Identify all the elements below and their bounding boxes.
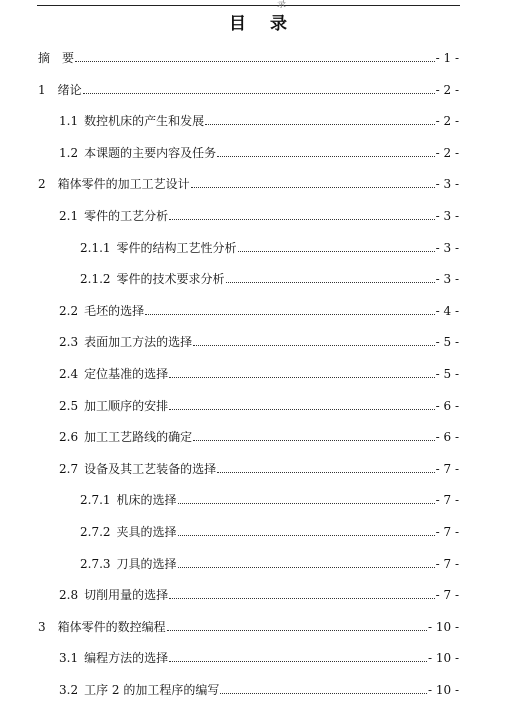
toc-entry-number: 2.2 — [59, 303, 79, 318]
toc-entry-page-number: - 3 - — [435, 272, 459, 287]
toc-entry-label: 工序 2 的加工程序的编写 — [84, 683, 220, 697]
toc-entry-page-number: - 10 - — [427, 619, 459, 634]
toc-entry-number: 3.2 — [59, 683, 79, 697]
toc-entry-number: 2.7 — [59, 461, 79, 476]
toc-dot-leader — [169, 660, 427, 662]
toc-entry[interactable] — [59, 459, 459, 477]
toc-entry-number: 2.7.2 — [80, 525, 111, 539]
toc-entry-label: 数控机床的产生和发展 — [84, 114, 205, 129]
toc-entry-page-number: - 3 - — [435, 209, 459, 223]
toc-entry-label: 零件的工艺分析 — [84, 209, 169, 223]
toc-entry[interactable] — [59, 427, 459, 445]
toc-entry-label: 刀具的选择 — [116, 556, 177, 571]
toc-entry-number: 3 — [38, 619, 46, 634]
toc-entry-page-number: - 4 - — [435, 303, 459, 318]
toc-entry-label: 零件的结构工艺性分析 — [116, 240, 237, 255]
toc-entry-number: 2.7.1 — [80, 493, 111, 508]
toc-entry[interactable] — [59, 332, 459, 350]
toc-dot-leader — [193, 439, 435, 441]
toc-entry-page-number: - 3 - — [435, 240, 459, 255]
toc-entry-number: 2.5 — [59, 398, 79, 413]
toc-dot-leader — [178, 566, 435, 568]
toc-entry-number: 1.2 — [59, 145, 79, 160]
toc-entry-label: 箱体零件的加工工艺设计 — [57, 177, 190, 192]
toc-entry-number: 1 — [38, 82, 46, 97]
toc-entry-label: 本课题的主要内容及任务 — [84, 145, 217, 160]
toc-entry-page-number: - 5 - — [435, 335, 459, 350]
toc-entry-number: 2.6 — [59, 430, 79, 445]
toc-dot-leader — [217, 471, 435, 473]
toc-entry-label: 绪论 — [57, 82, 82, 97]
toc-entry-page-number: - 7 - — [435, 493, 459, 508]
toc-entry-page-number: - 1 - — [435, 51, 459, 65]
toc-entry-number: 2.1.1 — [80, 240, 111, 255]
toc-entry-label: 加工工艺路线的确定 — [84, 430, 193, 445]
toc-dot-leader — [145, 313, 435, 315]
toc-entry-number: 2.4 — [59, 367, 79, 381]
toc-entry[interactable] — [59, 648, 459, 666]
toc-entry[interactable] — [59, 364, 459, 382]
toc-entry-page-number: - 7 - — [435, 556, 459, 571]
toc-dot-leader — [75, 60, 435, 62]
toc-entry-page-number: - 5 - — [435, 367, 459, 381]
toc-entry[interactable] — [59, 680, 459, 698]
toc-entry-page-number: - 6 - — [435, 430, 459, 445]
toc-entry-label: 加工顺序的安排 — [84, 398, 169, 413]
toc-dot-leader — [169, 597, 435, 599]
toc-entry[interactable] — [80, 554, 459, 572]
toc-entry-number: 3.1 — [59, 651, 79, 666]
toc-entry-label: 毛坯的选择 — [84, 303, 145, 318]
toc-entry-page-number: - 7 - — [435, 525, 459, 539]
toc-entry[interactable] — [38, 80, 459, 98]
toc-entry[interactable] — [80, 490, 459, 508]
toc-entry-number: 摘 — [38, 51, 51, 65]
toc-dot-leader — [217, 155, 435, 157]
toc-title: 目 录 — [229, 14, 296, 34]
header-rule — [37, 0, 460, 10]
toc-dot-leader — [169, 218, 435, 220]
toc-entry-number: 2.8 — [59, 588, 79, 603]
toc-entry-number: 2.7.3 — [80, 556, 111, 571]
toc-dot-leader — [178, 534, 435, 536]
toc-entry-page-number: - 2 - — [435, 145, 459, 160]
toc-dot-leader — [169, 376, 435, 378]
toc-entry[interactable] — [59, 111, 459, 129]
toc-entry[interactable] — [59, 585, 459, 603]
toc-entry[interactable] — [80, 522, 459, 540]
toc-dot-leader — [169, 408, 435, 410]
toc-dot-leader — [193, 344, 435, 346]
toc-dot-leader — [226, 281, 435, 283]
toc-entry[interactable] — [59, 396, 459, 414]
toc-entry[interactable] — [59, 206, 459, 224]
toc-entry[interactable] — [38, 174, 459, 192]
toc-dot-leader — [220, 692, 427, 694]
toc-entry[interactable] — [59, 301, 459, 319]
toc-entry-page-number: - 7 - — [435, 461, 459, 476]
toc-entry-number: 2.1.2 — [80, 272, 111, 287]
toc-entry-label: 要 — [62, 51, 75, 65]
toc-entry[interactable] — [80, 238, 459, 256]
toc-entry-page-number: - 10 - — [427, 683, 459, 697]
toc-entry-number: 2.1 — [59, 209, 79, 223]
toc-entry[interactable] — [80, 269, 459, 287]
toc-dot-leader — [238, 250, 435, 252]
toc-entry-number: 2.3 — [59, 335, 79, 350]
toc-entry-number: 1.1 — [59, 114, 79, 129]
toc-entry[interactable] — [59, 143, 459, 161]
toc-entry-label: 表面加工方法的选择 — [84, 335, 193, 350]
toc-dot-leader — [178, 502, 435, 504]
toc-entry-page-number: - 7 - — [435, 588, 459, 603]
toc-entry-label: 夹具的选择 — [116, 525, 177, 539]
toc-entry-label: 零件的技术要求分析 — [116, 272, 225, 287]
running-header: 录 — [277, 0, 287, 10]
toc-dot-leader — [167, 629, 427, 631]
toc-entry-number: 2 — [38, 177, 46, 192]
toc-entry-label: 定位基准的选择 — [84, 367, 169, 381]
toc-entry-label: 设备及其工艺装备的选择 — [84, 461, 217, 476]
toc-entry-label: 机床的选择 — [116, 493, 177, 508]
toc-entry-page-number: - 2 - — [435, 114, 459, 129]
toc-dot-leader — [191, 186, 435, 188]
toc-entry[interactable] — [38, 48, 459, 66]
toc-entry-label: 切削用量的选择 — [84, 588, 169, 603]
toc-dot-leader — [205, 123, 435, 125]
toc-entry[interactable] — [38, 617, 459, 635]
toc-dot-leader — [83, 92, 435, 94]
toc-entry-page-number: - 3 - — [435, 177, 459, 192]
toc-entry-page-number: - 10 - — [427, 651, 459, 666]
toc-entry-label: 编程方法的选择 — [84, 651, 169, 666]
toc-entry-label: 箱体零件的数控编程 — [57, 619, 166, 634]
toc-entry-page-number: - 6 - — [435, 398, 459, 413]
toc-entry-page-number: - 2 - — [435, 82, 459, 97]
